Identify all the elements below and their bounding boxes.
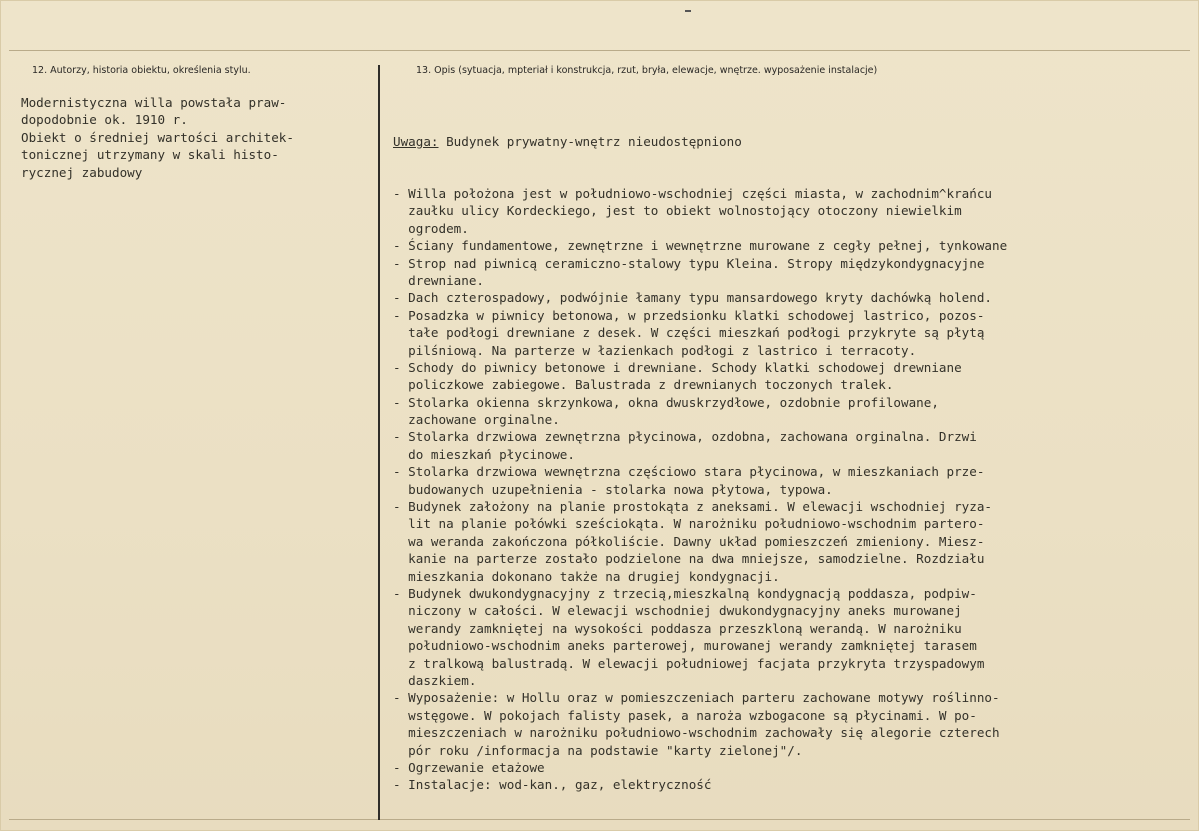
typed-line: mieszkania dokonano także na drugiej kondygnacji. — [393, 568, 780, 584]
typed-line: wa weranda zakończona półkoliście. Dawny układ pomieszczeń zmieniony. Miesz- — [393, 533, 985, 549]
typed-line: rycznej zabudowy — [21, 164, 143, 180]
punch-mark — [685, 10, 691, 12]
typed-line: wstęgowe. W pokojach falisty pasek, a naroża wzbogacone są płycinami. W po- — [393, 707, 977, 723]
typed-line: - Stolarka drzwiowa wewnętrzna częściowo stara płycinowa, w mieszkaniach prze- — [393, 464, 985, 480]
typed-line: mieszczeniach w narożniku południowo-wschodnim zachowały się alegorie czterech — [393, 725, 1000, 741]
typed-line: tonicznej utrzymany w skali histo- — [21, 147, 279, 163]
typed-line: daszkiem. — [393, 672, 477, 688]
typed-line: - Willa położona jest w południowo-wschodniej części miasta, w zachodnim^krańcu — [393, 186, 992, 202]
field-13-content — [393, 98, 1007, 794]
typed-line: - Instalacje: wod-kan., gaz, elektryczność — [393, 777, 712, 793]
typed-line: ogrodem. — [393, 220, 469, 236]
note-text: Budynek prywatny-wnętrz nieudostępniono — [438, 133, 742, 149]
typed-line: pilśniową. Na parterze w łazienkach podłogi z lastrico i terracoty. — [393, 342, 917, 358]
typed-line: drewniane. — [393, 272, 484, 288]
typed-line: budowanych uzupełnienia - stolarka nowa płytowa, typowa. — [393, 481, 833, 497]
typed-line: tałe podłogi drewniane z desek. W części mieszkań podłogi przykryte są płytą — [393, 325, 985, 341]
typed-line: - Stolarka drzwiowa zewnętrzna płycinowa, ozdobna, zachowana orginalna. Drzwi — [393, 429, 977, 445]
typed-line: - Budynek dwukondygnacyjny z trzecią,mieszkalną kondygnacją poddasza, podpiw- — [393, 586, 977, 601]
typed-line: niczony w całości. W elewacji wschodniej dwukondygnacyjny aneks murowanej — [393, 603, 962, 619]
typed-line: - Stolarka okienna skrzynkowa, okna dwuskrzydłowe, ozdobnie profilowane, — [393, 394, 939, 410]
typed-line: - Schody do piwnicy betonowe i drewniane. Schody klatki schodowej drewniane — [393, 359, 962, 375]
typed-line: - Strop nad piwnicą ceramiczno-stalowy typu Kleina. Stropy międzykondygnacyjne — [393, 255, 985, 271]
field-12-content — [21, 94, 294, 181]
note-label: Uwaga: — [393, 133, 439, 149]
field-13-header: 13. Opis (sytuacja, mpteriał i konstrukcja, rzut, bryła, elewacje, wnętrze. wyposażenie instalacje) — [416, 65, 878, 76]
typed-line: - Ogrzewanie etażowe — [393, 759, 545, 775]
top-rule — [9, 50, 1190, 51]
typed-line: - Dach czterospadowy, podwójnie łamany typu mansardowego kryty dachówką holend. — [393, 290, 992, 306]
typed-line: kanie na parterze zostało podzielone na dwa mniejsze, samodzielne. Rozdziału — [393, 551, 985, 567]
typed-line: werandy zamkniętej na wysokości poddasza przeszkloną werandą. W narożniku — [393, 620, 962, 636]
column-divider — [378, 65, 380, 820]
note-line — [393, 133, 1007, 150]
typed-line: policzkowe zabiegowe. Balustrada z drewnianych toczonych tralek. — [393, 377, 894, 393]
typed-line: dopodobnie ok. 1910 r. — [21, 112, 188, 128]
bottom-rule — [9, 819, 1190, 820]
typed-line: Modernistyczna willa powstała praw- — [21, 95, 287, 110]
typed-line: zachowane orginalne. — [393, 412, 560, 428]
typed-line: - Posadzka w piwnicy betonowa, w przedsionku klatki schodowej lastrico, pozos- — [393, 307, 985, 323]
typed-line: - Ściany fundamentowe, zewnętrzne i wewnętrzne murowane z cegły pełnej, tynkowane — [393, 238, 1008, 254]
typed-line: pór roku /informacja na podstawie "karty zielonej"/. — [393, 742, 803, 758]
typed-line: lit na planie połówki sześciokąta. W narożniku południowo-wschodnim partero- — [393, 516, 985, 532]
field-12-header: 12. Autorzy, historia obiektu, określenia stylu. — [32, 65, 251, 76]
typed-line: z tralkową balustradą. W elewacji południowej facjata przykryta trzyspadowym — [393, 655, 985, 671]
typed-line: Obiekt o średniej wartości architek- — [21, 129, 294, 145]
typed-line: zaułku ulicy Kordeckiego, jest to obiekt wolnostojący otoczony niewielkim — [393, 203, 962, 219]
typed-line: - Wyposażenie: w Hollu oraz w pomieszczeniach parteru zachowane motywy roślinno- — [393, 690, 1000, 706]
typed-line: - Budynek założony na planie prostokąta z aneksami. W elewacji wschodniej ryza- — [393, 499, 992, 515]
typed-line: do mieszkań płycinowe. — [393, 446, 575, 462]
typed-line: południowo-wschodnim aneks parterowej, murowanej werandy zamkniętej tarasem — [393, 638, 977, 654]
